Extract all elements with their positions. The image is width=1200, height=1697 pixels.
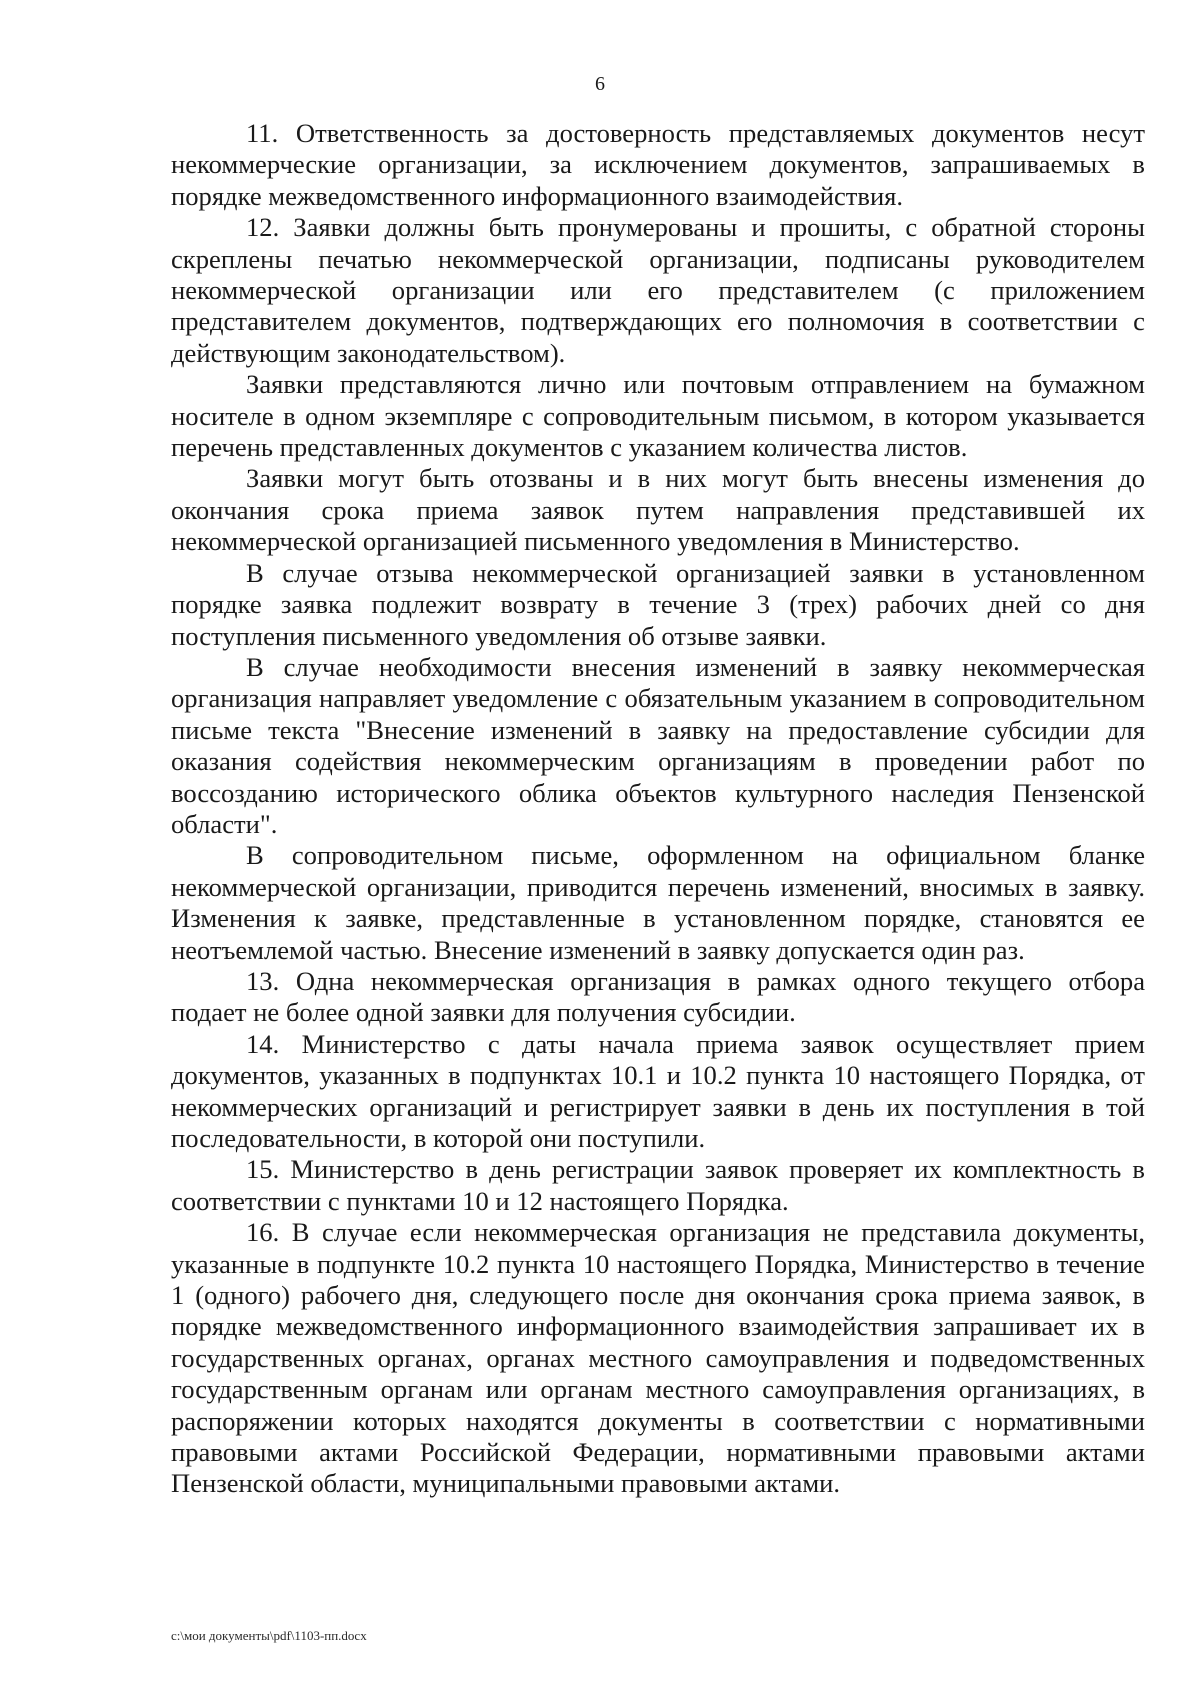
paragraph-item-15: 15. Министерство в день регистрации заявок проверяет их комплектность в соответствии с пунктами 10 и 12 настоящего Порядка. <box>171 1154 1145 1216</box>
paragraph-item-14: 14. Министерство с даты начала приема заявок осуществляет прием документов, указанных в подпунктах 10.1 и 10.2 пункта 10 настоящего Порядка, от некоммерческих организаций и регистрирует заявки в день их поступления в той последовательности, в которой они поступили. <box>171 1028 1145 1153</box>
paragraph-applications-submission: Заявки представляются лично или почтовым отправлением на бумажном носителе в одном экземпляре с сопроводительным письмом, в котором указывается перечень представленных документов с указанием количества листов. <box>171 369 1145 463</box>
paragraph-item-12: 12. Заявки должны быть пронумерованы и прошиты, с обратной стороны скреплены печатью некоммерческой организации, подписаны руководителем некоммерческой организации или его представителем (с приложением представителем документов, подтверждающих его полномочия в соответствии с действующим законодательством). <box>171 212 1145 368</box>
paragraph-item-13: 13. Одна некоммерческая организация в рамках одного текущего отбора подает не более одной заявки для получения субсидии. <box>171 965 1145 1028</box>
document-body <box>171 118 1145 1500</box>
paragraph-item-11: 11. Ответственность за достоверность представляемых документов несут некоммерческие организации, за исключением документов, запрашиваемых в порядке межведомственного информационного взаимодействия. <box>171 118 1145 211</box>
footer-file-path: c:\мои документы\pdf\1103-пп.docx <box>171 1628 367 1643</box>
paragraph-changes-notification: В случае необходимости внесения изменений в заявку некоммерческая организация направляет уведомление с обязательным указанием в сопроводительном письме текста "Внесение изменений в заявку на предоставление субсидии для оказания содействия некоммерческим организациям в проведении работ по воссозданию исторического облика объектов культурного наследия Пензенской области". <box>171 651 1145 839</box>
paragraph-item-16: 16. В случае если некоммерческая организация не представила документы, указанные в подпункте 10.2 пункта 10 настоящего Порядка, Министерство в течение 1 (одного) рабочего дня, следующего после дня окончания срока приема заявок, в порядке межведомственного информационного взаимодействия запрашивает их в государственных органах, органах местного самоуправления и подведомственных государственным органам или органам местного самоуправления организациях, в распоряжении которых находятся документы в соответствии с нормативными правовыми актами Российской Федерации, нормативными правовыми актами Пензенской области, муниципальными правовыми актами. <box>171 1217 1145 1499</box>
paragraph-withdrawal-return: В случае отзыва некоммерческой организацией заявки в установленном порядке заявка подлежит возврату в течение 3 (трех) рабочих дней со дня поступления письменного уведомления об отзыве заявки. <box>171 557 1145 651</box>
page-number: 6 <box>595 73 605 95</box>
paragraph-applications-withdrawal: Заявки могут быть отозваны и в них могут быть внесены изменения до окончания срока приема заявок путем направления представившей их некоммерческой организацией письменного уведомления в Министерство. <box>171 463 1145 557</box>
paragraph-cover-letter: В сопроводительном письме, оформленном на официальном бланке некоммерческой организации, приводится перечень изменений, вносимых в заявку. Изменения к заявке, представленные в установленном порядке, становятся ее неотъемлемой частью. Внесение изменений в заявку допускается один раз. <box>171 840 1145 965</box>
